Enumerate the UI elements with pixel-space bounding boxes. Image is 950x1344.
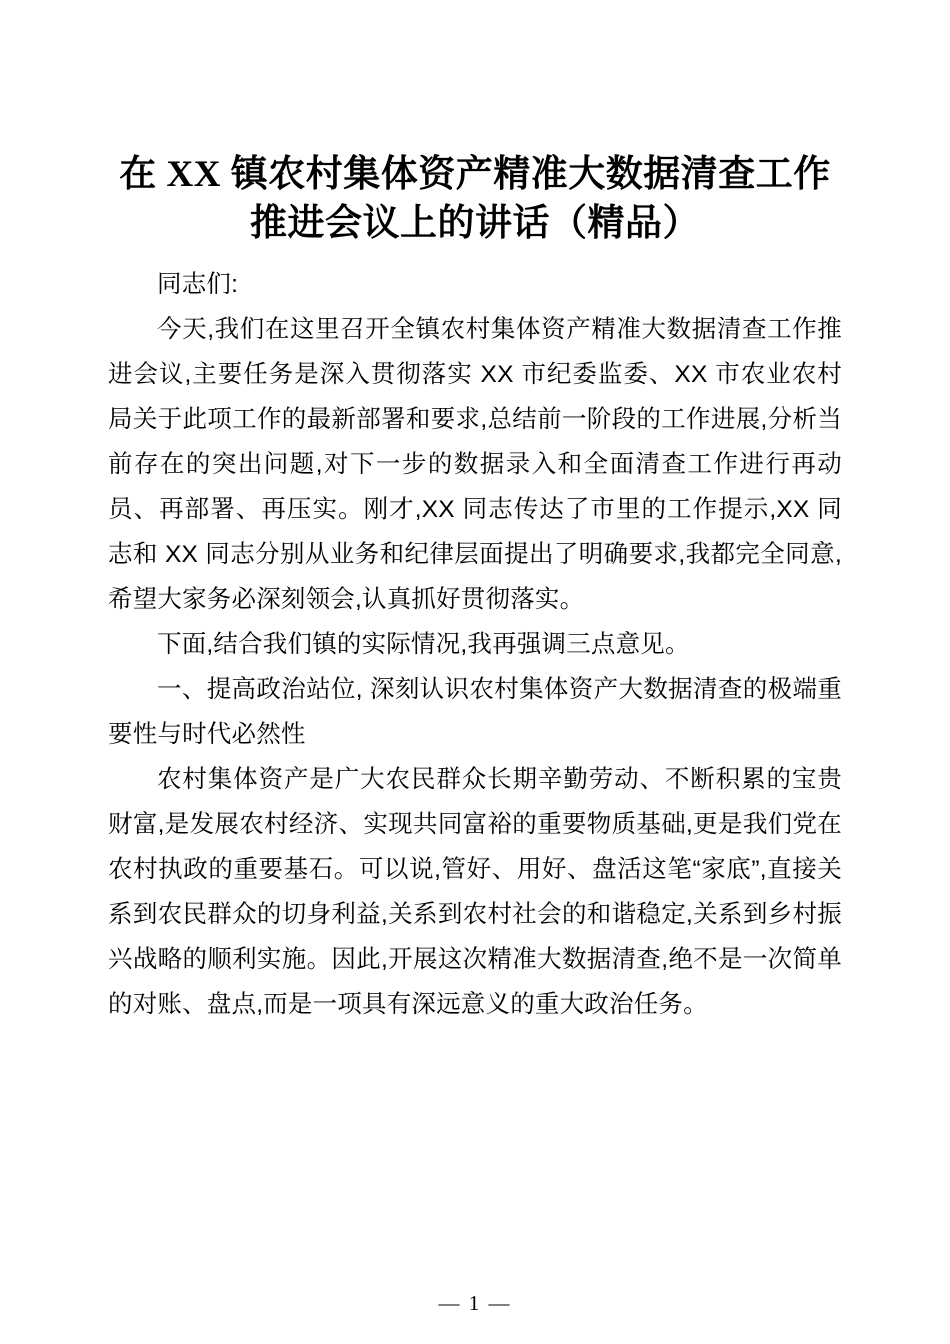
paragraph-1: 今天,我们在这里召开全镇农村集体资产精准大数据清查工作推进会议,主要任务是深入贯彻落实 XX 市纪委监委、XX 市农业农村局关于此项工作的最新部署和要求,总结前一阶段的工作进展,分析当前存在的突出问题,对下一步的数据录入和全面清查工作进行再动员、再部署、再压实。刚才,XX 同志传达了市里的工作提示,XX 同志和 XX 同志分别从业务和纪律层面提出了明确要求,我都完全同意,希望大家务必深刻领会,认真抓好贯彻落实。: [108, 316, 842, 613]
page-title: 在 XX 镇农村集体资产精准大数据清查工作推进会议上的讲话（精品）: [119, 154, 831, 244]
section-heading-1: 一、提高政治站位, 深刻认识农村集体资产大数据清查的极端重要性与时代必然性: [108, 676, 842, 748]
page-number: — 1 —: [438, 1291, 512, 1315]
paragraph-3: 农村集体资产是广大农民群众长期辛勤劳动、不断积累的宝贵财富,是发展农村经济、实现共同富裕的重要物质基础,更是我们党在农村执政的重要基石。可以说,管好、用好、盘活这笔“家底”,直接关系到农民群众的切身利益,关系到农村社会的和谐稳定,关系到乡村振兴战略的顺利实施。因此,开展这次精准大数据清查,绝不是一次简单的对账、盘点,而是一项具有深远意义的重大政治任务。: [108, 766, 842, 1018]
paragraph-2: 下面,结合我们镇的实际情况,我再强调三点意见。: [157, 631, 690, 658]
salutation: 同志们:: [157, 271, 239, 298]
